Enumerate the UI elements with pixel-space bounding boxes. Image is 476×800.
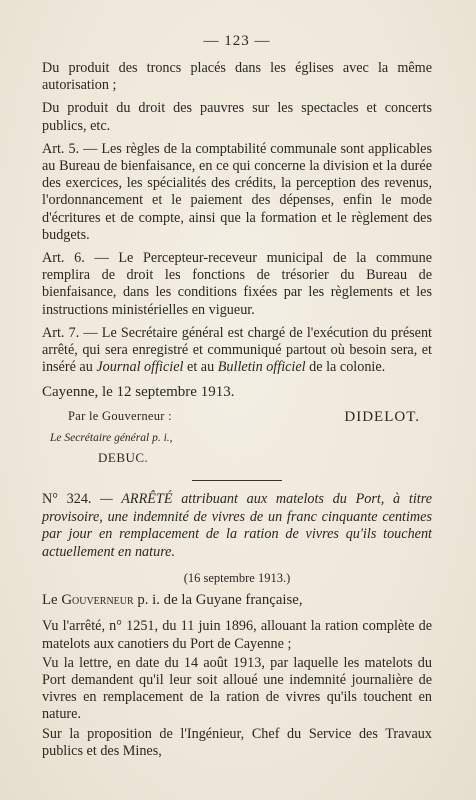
decree-title-text: — ARRÊTÉ attribuant aux matelots du Port, à titre provisoire, une indemnité de vivres de un franc cinquante centimes par jour en remplacement de la ration de vivres qu'ils touchent actuellement en nature. [42, 491, 432, 560]
secretary-title: Le Secrétaire général p. i., [50, 432, 173, 445]
gov-title: Gouverneur [61, 592, 134, 609]
paragraph-troncs: Du produit des troncs placés dans les églises avec la même autorisation ; [42, 60, 432, 94]
paragraph-article-7 [42, 325, 432, 377]
decree-title [42, 491, 432, 561]
page-number: — 123 — [203, 33, 271, 49]
paragraph-vu-lettre: Vu la lettre, en date du 14 août 1913, par laquelle les matelots du Port demandent qu'il leur soit alloué une indemnité journalière de vivres en remplacement de la ration de vivres qu'ils touchent en nature. [42, 654, 432, 723]
paragraph-article-5: Art. 5. — Les règles de la comptabilité communale sont applicables au Bureau de bienfaisance, en ce qui concerne la division et la durée des exercices, les spécialités des crédits, la perception des revenus, l'ordonnancement et le paiement des dépenses, enfin le mode d'écritures et de compte, ainsi que la formation et le règlement des budgets. [42, 140, 432, 243]
par-le-gouverneur: Par le Gouverneur : [68, 409, 172, 424]
decree-number: N° 324. [42, 491, 92, 508]
bulletin-officiel: Bulletin officiel [217, 359, 306, 376]
article-7-text-b: et au [183, 359, 218, 376]
journal-officiel: Journal officiel [96, 359, 184, 376]
paragraph-droit-pauvres: Du produit du droit des pauvres sur les spectacles et concerts publics, etc. [42, 100, 432, 134]
article-7-text-a: Art. 7. — Le Secrétaire général est chargé de l'exécution du présent arrêté, qui sera enregistré et communiqué partout où besoin sera, et inséré au [42, 324, 432, 376]
decree-date: (16 septembre 1913.) [183, 571, 291, 586]
gov-prefix: Le [42, 592, 62, 609]
signer-name: DIDELOT. [344, 409, 420, 426]
article-7-text-c: de la colonie. [305, 359, 386, 376]
paragraph-vu-arrete: Vu l'arrêté, n° 1251, du 11 juin 1896, allouant la ration complète de matelots aux canotiers du Port de Cayenne ; [42, 618, 432, 652]
paragraph-article-6: Art. 6. — Le Percepteur-receveur municipal de la commune remplira de droit les fonctions de trésorier du Bureau de bienfaisance, dans les conditions fixées par les règlements et les instructions ministérielles en vigueur. [42, 250, 432, 318]
paragraph-proposition: Sur la proposition de l'Ingénieur, Chef du Service des Travaux publics et des Mines, [42, 725, 432, 759]
signature-line [42, 409, 432, 426]
governor-heading [42, 592, 432, 609]
gov-rest: p. i. de la Guyane française, [133, 592, 303, 609]
secretary-name: DEBUC. [98, 450, 149, 466]
place-date: Cayenne, le 12 septembre 1913. [42, 384, 235, 401]
section-divider [192, 480, 282, 481]
